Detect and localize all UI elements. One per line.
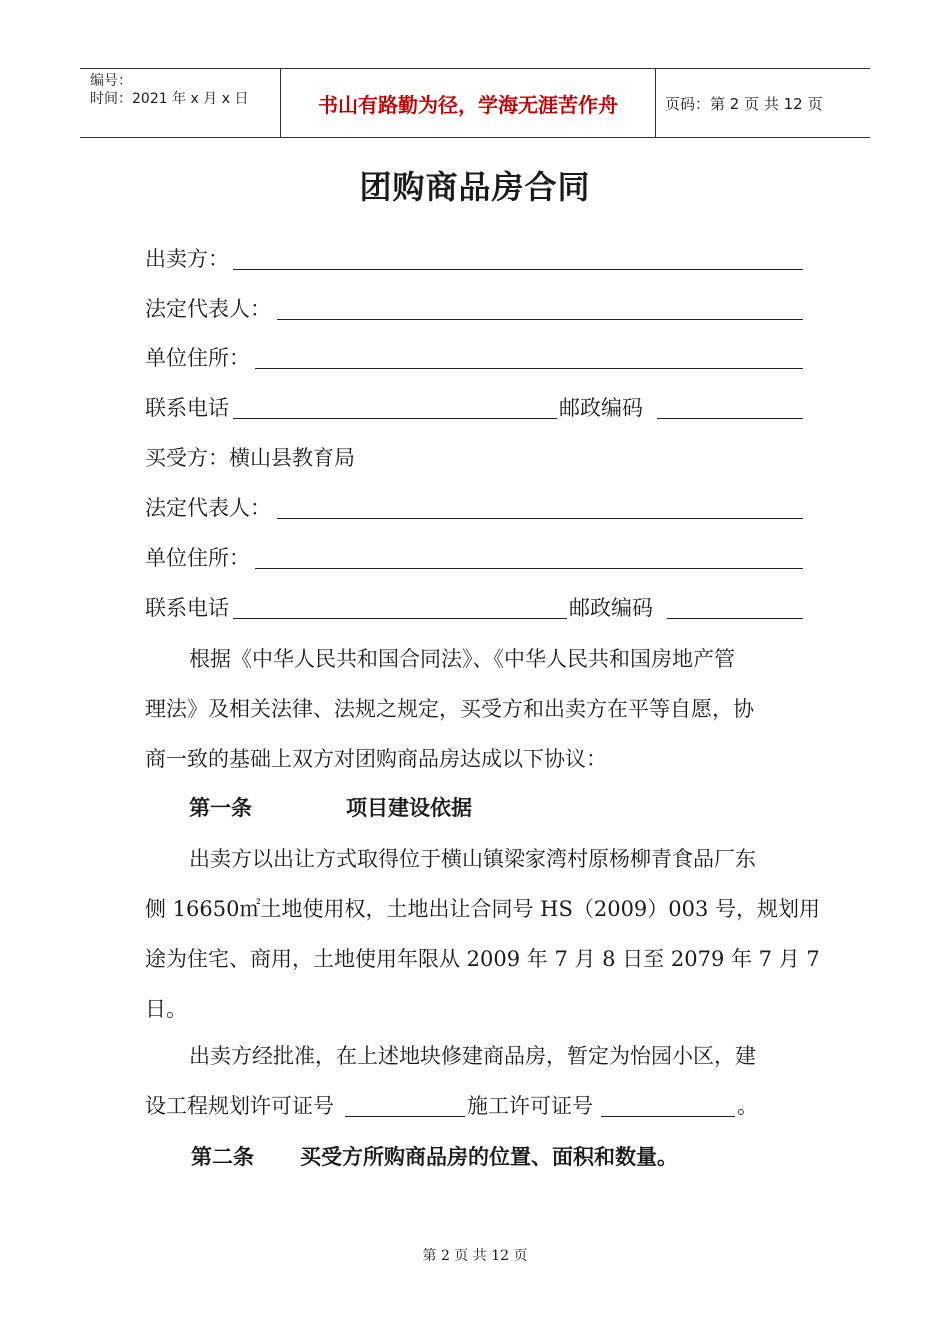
article1-paragraph1 <box>145 834 821 1034</box>
seller-phone-label: 联系电话 <box>145 396 229 420</box>
article1-p2-line: 出卖方经批准，在上述地块修建商品房，暂定为怡园小区，建 <box>189 1044 756 1068</box>
article1-number: 第一条 <box>189 796 252 820</box>
seller-address-label: 单位住所： <box>145 346 250 370</box>
seller-rep-field[interactable] <box>277 294 803 320</box>
buyer-phone-field[interactable] <box>233 593 567 619</box>
article1-line: 侧 16650㎡土地使用权，土地出让合同号 HS（2009）003 号，规划用 <box>145 897 821 921</box>
header-motto: 书山有路勤为径，学海无涯苦作舟 <box>280 69 656 137</box>
page-header <box>80 68 870 138</box>
number-label: 编号： <box>90 73 132 89</box>
buyer-rep-field[interactable] <box>277 493 803 519</box>
seller-contact-line <box>145 393 805 423</box>
buyer-address-label: 单位住所： <box>145 546 250 570</box>
planning-permit-label: 设工程规划许可证号 <box>145 1094 334 1118</box>
article1-line: 日。 <box>145 997 187 1021</box>
seller-line <box>145 244 805 274</box>
buyer-postal-label: 邮政编码 <box>569 596 653 620</box>
planning-permit-field[interactable] <box>345 1091 465 1117</box>
seller-address-line <box>145 343 805 373</box>
intro-line: 理法》及相关法律、法规之规定，买受方和出卖方在平等自愿，协 <box>145 697 754 721</box>
article1-line: 途为住宅、商用，土地使用年限从 2009 年 7 月 8 日至 2079 年 7 月 7 <box>145 947 820 971</box>
seller-postal-label: 邮政编码 <box>559 396 643 420</box>
document-title: 团购商品房合同 <box>359 168 591 206</box>
buyer-label: 买受方：横山县教育局 <box>145 446 355 470</box>
intro-line: 根据《中华人民共和国合同法》、《中华人民共和国房地产管 <box>189 647 735 671</box>
buyer-line <box>145 443 805 473</box>
seller-phone-field[interactable] <box>233 393 557 419</box>
buyer-address-field[interactable] <box>255 543 803 569</box>
seller-label: 出卖方： <box>145 247 229 271</box>
buyer-phone-label: 联系电话 <box>145 596 229 620</box>
permit-end-mark: 。 <box>737 1094 758 1118</box>
buyer-postal-field[interactable] <box>667 593 803 619</box>
seller-name-field[interactable] <box>233 244 803 270</box>
header-meta <box>80 69 280 137</box>
seller-rep-line <box>145 294 805 324</box>
header-page-label: 页码：第 2 页 共 12 页 <box>665 94 823 113</box>
page-footer: 第 2 页 共 12 页 <box>422 1248 528 1264</box>
article2-number: 第二条 <box>191 1145 254 1169</box>
article2-title: 买受方所购商品房的位置、面积和数量。 <box>300 1145 678 1169</box>
article1-title: 项目建设依据 <box>346 796 472 820</box>
buyer-rep-line <box>145 493 805 523</box>
construction-permit-label: 施工许可证号 <box>467 1094 593 1118</box>
intro-paragraph <box>145 634 805 784</box>
buyer-rep-label: 法定代表人： <box>145 496 271 520</box>
permit-line <box>145 1091 805 1121</box>
seller-address-field[interactable] <box>255 343 803 369</box>
buyer-contact-line <box>145 593 805 623</box>
seller-postal-field[interactable] <box>657 393 803 419</box>
article1-line: 出卖方以出让方式取得位于横山镇梁家湾村原杨柳青食品厂东 <box>189 847 756 871</box>
buyer-address-line <box>145 543 805 573</box>
intro-line: 商一致的基础上双方对团购商品房达成以下协议： <box>145 747 607 771</box>
seller-rep-label: 法定代表人： <box>145 297 271 321</box>
time-label: 时间：2021 年 x 月 x 日 <box>90 91 249 107</box>
article1-paragraph2 <box>145 1031 805 1081</box>
construction-permit-field[interactable] <box>601 1091 735 1117</box>
